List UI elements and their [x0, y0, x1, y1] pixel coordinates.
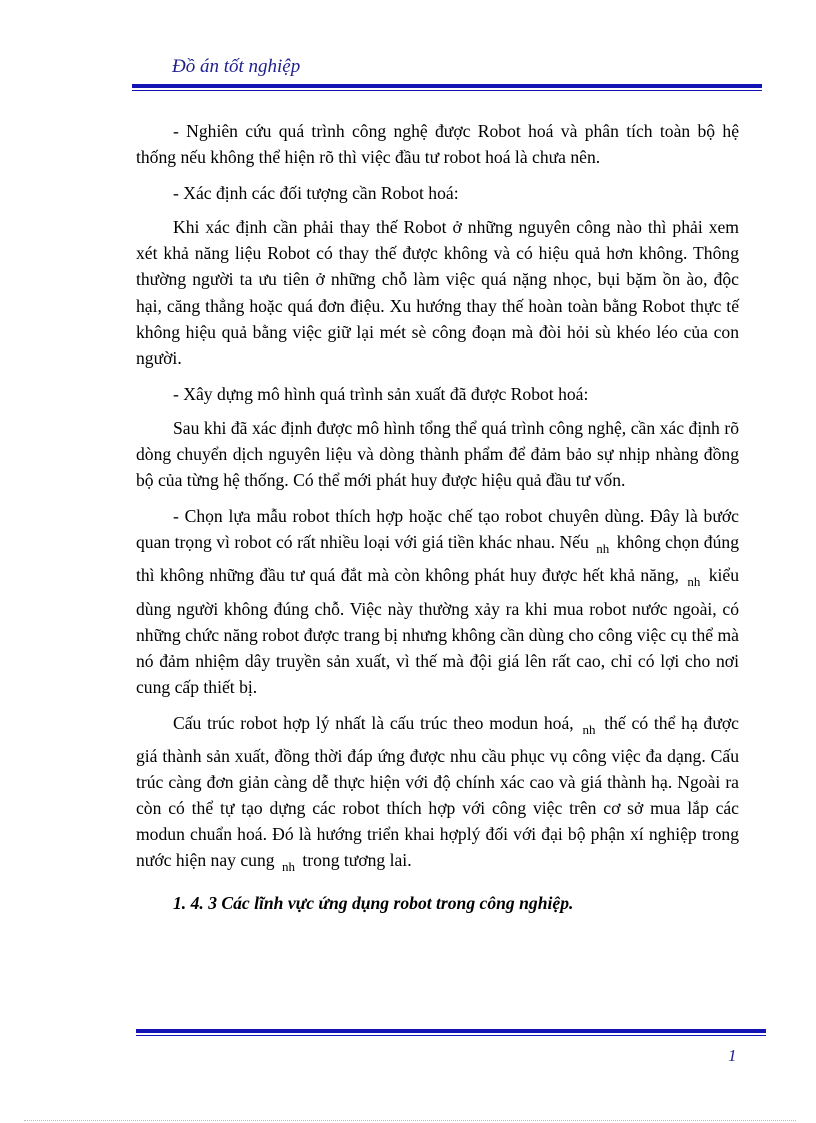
header-title: Đồ án tốt nghiệp	[172, 56, 301, 77]
paragraph-7-part-b: thế có thể hạ được giá thành sản xuất, đồng thời đáp ứng được nhu cầu phục vụ công việc đa dạng. Cấu trúc càng đơn giản càng dễ thực hiện với độ chính xác cao và giá thành hạ. Ngoài ra còn có thể tự tạo dựng các robot thích hợp với công việc trên cơ sở mua lắp các modun chuẩn hoá. Đó là hướng triển khai hợplý đối với đại bộ phận xí nghiệp trong nước hiện nay cung	[136, 712, 739, 871]
paragraph-7	[136, 710, 739, 881]
paragraph-3: Khi xác định cần phải thay thế Robot ở những nguyên công nào thì phải xem xét khả năng liệu Robot có thay thế được không và có hiệu quả hơn không. Thông thường người ta ưu tiên ở những chỗ làm việc quá nặng nhọc, bụi bặm ồn ào, độc hại, căng thẳng hoặc quá đơn điệu. Xu hướng thay thế hoàn toàn bằng Robot thực tế không hiệu quả bằng việc giữ lại mét sè công đoạn mà đòi hỏi sù khéo léo của con người.	[136, 217, 739, 368]
paragraph-6-part-b: không chọn đúng thì không những đầu tư quá đắt mà còn không phát huy được hết khả năng,	[136, 532, 739, 586]
paragraph-5: Sau khi đã xác định được mô hình tổng thể quá trình công nghệ, cần xác định rõ dòng chuyển dịch nguyên liệu và dòng thành phẩm để đảm bảo sự nhịp nhàng đồng bộ của từng hệ thống. Có thể mới phát huy được hiệu quả đầu tư vốn.	[136, 417, 739, 491]
paragraph-1: - Nghiên cứu quá trình công nghệ được Robot hoá và phân tích toàn bộ hệ thống nếu không thể hiện rõ thì việc đầu tư robot hoá là chưa nên.	[136, 121, 739, 168]
paragraph-4: - Xây dựng mô hình quá trình sản xuất đã được Robot hoá:	[173, 383, 589, 404]
paragraph-6-part-c: kiểu dùng người không đúng chỗ. Việc này thường xảy ra khi mua robot nước ngoài, có những chức năng robot được trang bị nhưng không cần dùng cho công việc cụ thể mà nó đảm nhiệm dây truyền sản xuất, vì thế mà đội giá lên rất cao, chỉ có lợi cho nơi cung cấp thiết bị.	[136, 565, 740, 697]
inline-nh-3: nh	[582, 721, 596, 737]
page-boundary-line	[24, 1120, 796, 1121]
inline-nh-1: nh	[596, 541, 610, 557]
paragraph-7-part-a: Cấu trúc robot hợp lý nhất là cấu trúc theo modun hoá,	[173, 712, 574, 733]
paragraph-6	[136, 503, 739, 700]
inline-nh-4: nh	[281, 859, 295, 875]
inline-nh-2: nh	[687, 574, 701, 590]
paragraph-7-part-c: trong tương lai.	[302, 850, 412, 871]
section-heading: 1. 4. 3 Các lĩnh vực ứng dụng robot trong công nghiệp.	[173, 893, 574, 914]
header-rule	[132, 84, 762, 91]
body-text	[136, 118, 739, 917]
paragraph-2: - Xác định các đối tượng cần Robot hoá:	[173, 183, 459, 204]
footer-rule	[136, 1029, 766, 1036]
page-number: 1	[728, 1046, 737, 1065]
paragraph-6-part-a: - Chọn lựa mẫu robot thích hợp hoặc chế tạo robot chuyên dùng. Đây là bước quan trọng vì robot có rất nhiều loại với giá tiền khác nhau. Nếu	[136, 506, 739, 553]
